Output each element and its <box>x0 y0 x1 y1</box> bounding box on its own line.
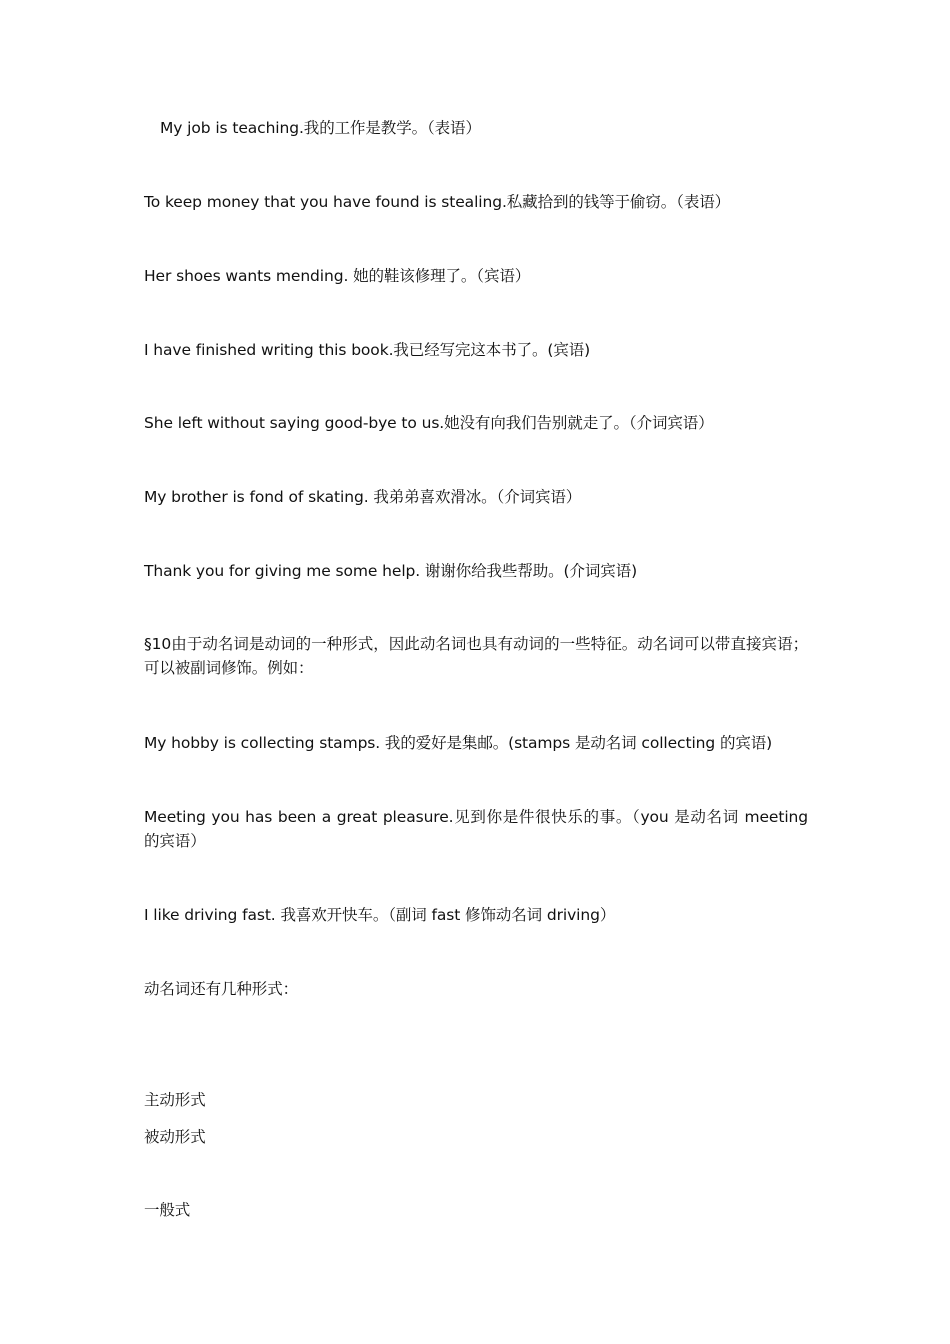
example-line-fond-of-skating: My brother is fond of skating. 我弟弟喜欢滑冰。（介词宾语） <box>144 488 582 506</box>
example-line-collecting-stamps: My hobby is collecting stamps. 我的爱好是集邮。(stamps 是动名词 collecting 的宾语) <box>144 734 773 752</box>
example-line-finished-writing: I have finished writing this book.我已经写完这本书了。(宾语) <box>144 341 591 359</box>
example-line-keep-money: To keep money that you have found is stealing.私藏拾到的钱等于偷窃。（表语） <box>144 193 731 211</box>
example-line-thank-you: Thank you for giving me some help. 谢谢你给我些帮助。(介词宾语) <box>144 562 638 580</box>
simple-form-label: 一般式 <box>144 1201 191 1219</box>
example-line-driving-fast: I like driving fast. 我喜欢开快车。（副词 fast 修饰动名词 driving） <box>144 906 616 924</box>
passive-form-label: 被动形式 <box>144 1128 206 1146</box>
example-line-shoes-mending: Her shoes wants mending. 她的鞋该修理了。（宾语） <box>144 267 531 285</box>
section-10-paragraph: §10由于动名词是动词的一种形式，因此动名词也具有动词的一些特征。动名词可以带直接宾语；可以被副词修饰。例如： <box>144 635 808 677</box>
example-line-left-without: She left without saying good-bye to us.她没有向我们告别就走了。（介词宾语） <box>144 414 714 432</box>
gerund-forms-heading: 动名词还有几种形式： <box>144 980 299 998</box>
example-line-meeting-you: Meeting you has been a great pleasure.见到你是件很快乐的事。（you 是动名词 meeting 的宾语） <box>144 808 808 850</box>
active-form-label: 主动形式 <box>144 1091 206 1109</box>
example-line-job-teaching: My job is teaching.我的工作是教学。（表语） <box>160 119 481 137</box>
